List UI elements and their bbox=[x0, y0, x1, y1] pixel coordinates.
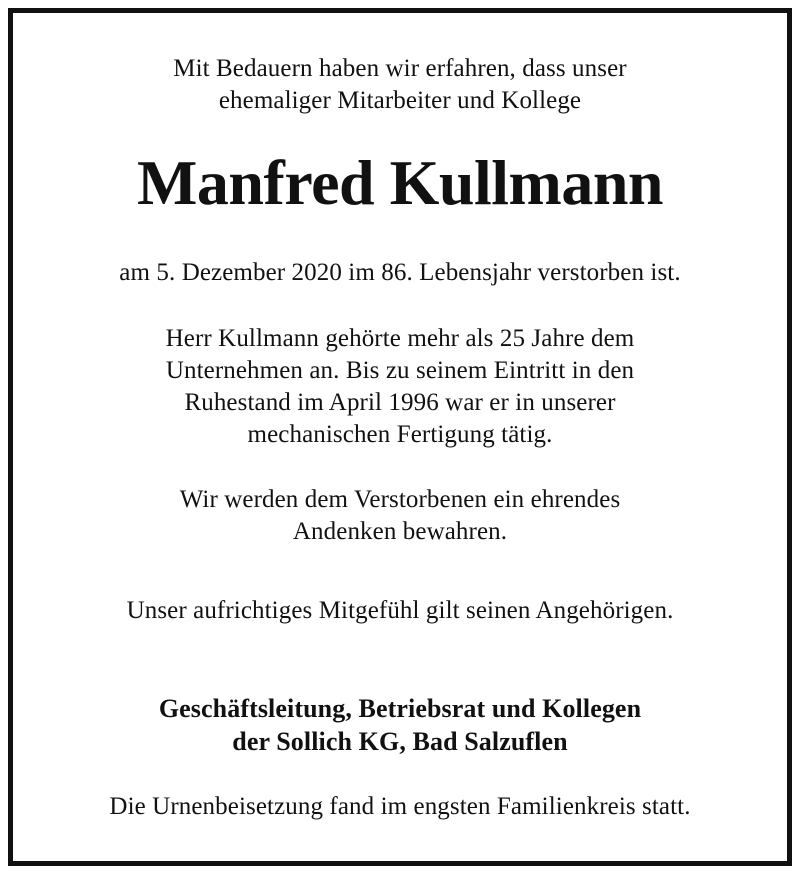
career-line-1: Herr Kullmann gehörte mehr als 25 Jahre dem bbox=[165, 325, 635, 352]
career-line-3: Ruhestand im April 1996 war er in unserer bbox=[184, 389, 616, 416]
career-line-2: Unternehmen an. Bis zu seinem Eintritt in den bbox=[165, 357, 635, 384]
deceased-name: Manfred Kullmann bbox=[137, 147, 663, 218]
career-line-4: mechanischen Fertigung tätig. bbox=[247, 421, 553, 448]
burial-note: Die Urnenbeisetzung fand im engsten Familienkreis statt. bbox=[109, 793, 691, 820]
remembrance-line-1: Wir werden dem Verstorbenen ein ehrendes bbox=[179, 486, 621, 513]
condolence-line: Unser aufrichtiges Mitgefühl gilt seinen Angehörigen. bbox=[126, 597, 674, 624]
intro-line-1: Mit Bedauern haben wir erfahren, dass unser bbox=[173, 55, 627, 82]
signature-line-1: Geschäftsleitung, Betriebsrat und Kollegen bbox=[158, 694, 642, 723]
intro-line-2: ehemaliger Mitarbeiter und Kollege bbox=[218, 87, 582, 114]
death-statement: am 5. Dezember 2020 im 86. Lebensjahr verstorben ist. bbox=[119, 259, 681, 286]
remembrance-line-2: Andenken bewahren. bbox=[292, 518, 508, 545]
signature-line-2: der Sollich KG, Bad Salzuflen bbox=[232, 727, 568, 756]
